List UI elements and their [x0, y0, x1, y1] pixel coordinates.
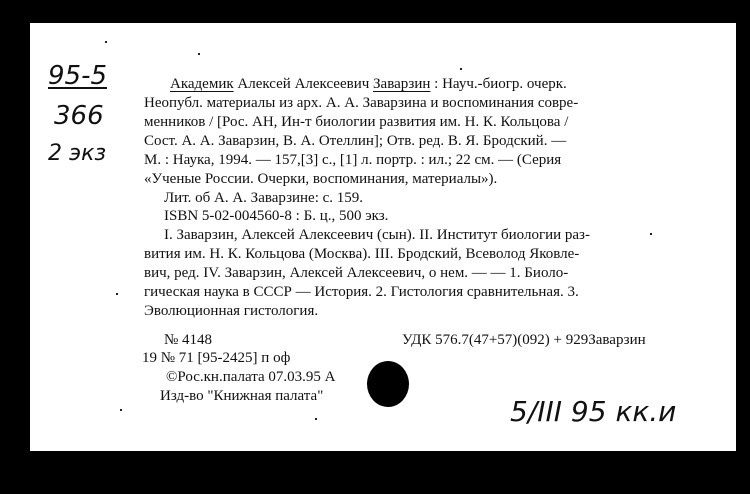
- handwritten-shelf-mark-top: 95-5: [48, 61, 108, 91]
- description-line: менников / [Рос. АН, Ин-т биологии развития им. Н. К. Кольцова /: [144, 114, 569, 130]
- description-line: «Ученые России. Очерки, воспоминания, материалы»).: [144, 171, 498, 187]
- heading-surname: Заварзин: [373, 76, 431, 92]
- subject-line: вития им. Н. К. Кольцова (Москва). III. Бродский, Всеволод Яковле-: [144, 246, 580, 262]
- description-line: М. : Наука, 1994. — 157,[3] с., [1] л. портр. : ил.; 22 см. — (Серия: [144, 152, 562, 168]
- udc-code: УДК 576.7(47+57)(092) + 929Заварзин: [402, 332, 646, 348]
- description-line: Сост. А. А. Заварзин, В. А. Отеллин]; Отв. ред. В. Я. Бродский. —: [144, 133, 567, 149]
- isbn-line: ISBN 5-02-004560-8 : Б. ц., 500 экз.: [164, 208, 389, 224]
- heading-rest: : Науч.-биогр. очерк.: [434, 76, 567, 92]
- subject-line: гическая наука в СССР — История. 2. Гистология сравнительная. 3.: [144, 284, 579, 300]
- scan-speck: [650, 233, 652, 235]
- scan-speck: [315, 418, 317, 420]
- card-heading: [170, 75, 567, 93]
- catalog-card: [30, 23, 736, 451]
- scan-speck: [116, 293, 118, 295]
- heading-name: Алексей Алексеевич: [237, 76, 370, 92]
- handwritten-shelf-mark-bottom: 366: [54, 101, 104, 131]
- copyright-line: ©Рос.кн.палата 07.03.95 А: [166, 369, 336, 385]
- subject-line: вич, ред. IV. Заварзин, Алексей Алексеевич, о нем. — — 1. Биоло-: [144, 265, 569, 281]
- description-line: Неопубл. материалы из арх. А. А. Заварзина и воспоминания совре-: [144, 95, 579, 111]
- scan-speck: [120, 409, 122, 411]
- card-number: № 4148: [164, 332, 213, 348]
- registry-line: 19 № 71 [95-2425] п оф: [142, 350, 291, 366]
- heading-title-word: Академик: [170, 76, 234, 92]
- subject-line: Эволюционная гистология.: [144, 303, 319, 319]
- scan-speck: [460, 68, 462, 70]
- handwritten-copies: 2 экз: [48, 141, 107, 166]
- subject-line: I. Заварзин, Алексей Алексеевич (сын). II. Институт биологии раз-: [164, 227, 590, 243]
- handwritten-bottom-note: 5/III 95 кк.и: [510, 395, 677, 428]
- scan-speck: [105, 41, 107, 43]
- ink-stamp: [367, 361, 409, 407]
- publisher-line: Изд-во "Книжная палата": [160, 388, 324, 404]
- literature-note: Лит. об А. А. Заварзине: с. 159.: [164, 190, 364, 206]
- scan-speck: [198, 53, 200, 55]
